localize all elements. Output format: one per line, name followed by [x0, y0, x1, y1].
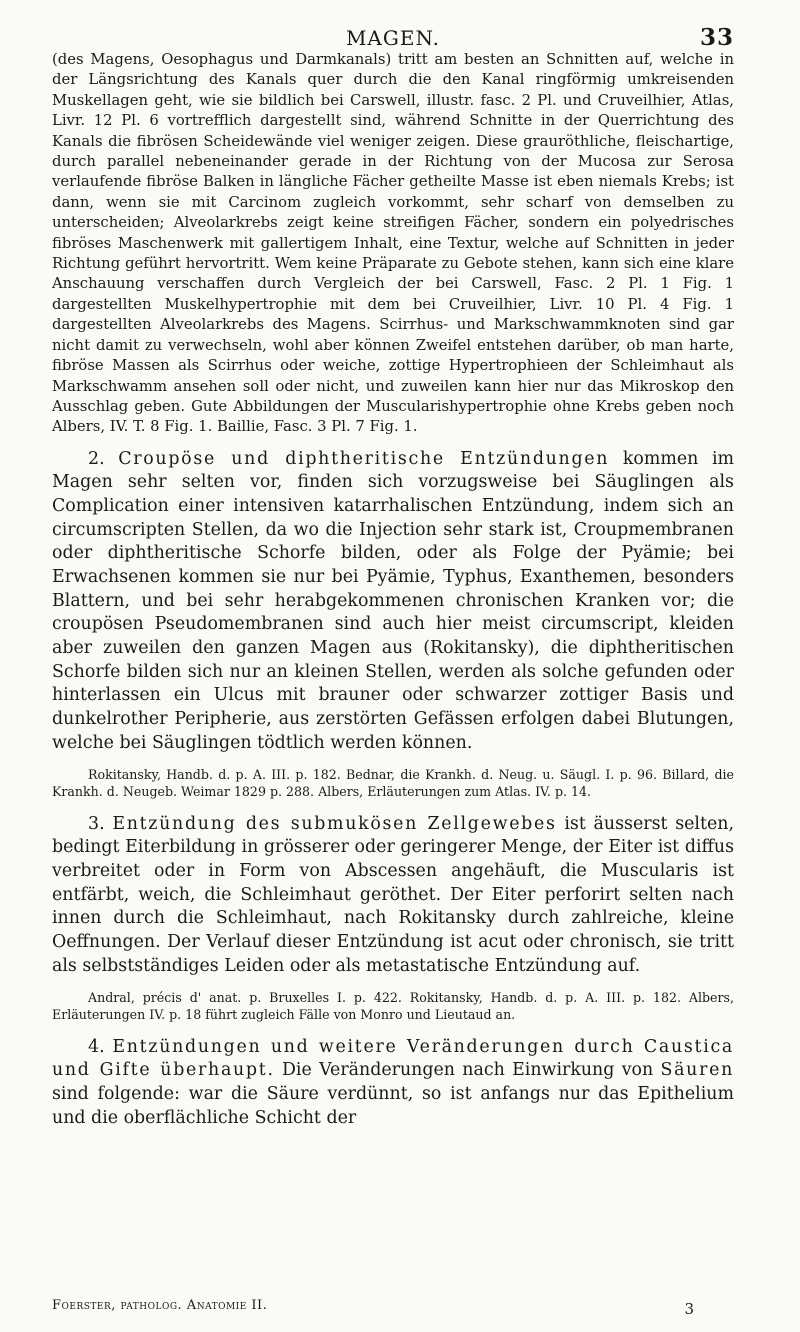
footer-author: Foerster, patholog. Anatomie II. — [52, 1298, 268, 1313]
section-3-text: ist äusserst selten, bedingt Eiterbildung in grösserer oder geringerer Menge, der Eiter ist diffus verbreitet oder in Form von Abscessen angehäuft, die Muscularis ist entfärbt, weich, die Schleimhaut geröthet. Der Eiter perforirt selten nach innen durch die Schleimhaut, nach Rokitansky durch zahlreiche, kleine Oeffnungen. Der Verlauf dieser Entzündung ist acut oder chronisch, sie tritt als selbstständiges Leiden oder als metastatische Entzündung auf. — [52, 813, 734, 976]
section-2-number: 2. — [88, 448, 105, 469]
section-croupous-inflammation — [52, 448, 734, 756]
section-2-heading: Croupöse und diphtheritische Entzündungen — [118, 448, 610, 469]
section-3-number: 3. — [88, 813, 105, 834]
section-4-number: 4. — [88, 1036, 105, 1057]
section-3-heading: Entzündung des submukösen Zellgewebes — [112, 813, 557, 834]
footnote-section-2: Rokitansky, Handb. d. p. A. III. p. 182. Bednar, die Krankh. d. Neug. u. Säugl. I. p. 96. Billard, die Krankh. d. Neugeb. Weimar 1829 p. 288. Albers, Erläuterungen zum Atlas. IV. p. 14. — [52, 767, 734, 800]
section-2-text: kommen im Magen sehr selten vor, finden sich vorzugsweise bei Säuglingen als Complication einer intensiven katarrhalischen Entzündung, indem sich an circumscripten Stellen, da wo die Injection sehr stark ist, Croupmembranen oder diphtheritische Schorfe bilden, oder als Folge der Pyämie; bei Erwachsenen kommen sie nur bei Pyämie, Typhus, Exanthemen, besonders Blattern, und bei sehr herabgekommenen chronischen Kranken vor; die croupösen Pseudomembranen sind auch hier meist circumscript, kleiden aber zuweilen den ganzen Magen aus (Rokitansky), die diphtheritischen Schorfe bilden sich nur an kleinen Stellen, werden als solche gefunden oder hinterlassen ein Ulcus mit brauner oder schwarzer zottiger Basis und dunkelrother Peripherie, aus zerstörten Gefässen erfolgen dabei Blutungen, welche bei Säuglingen tödtlich werden können. — [52, 448, 734, 753]
section-4-text-start: Die Veränderungen nach Einwirkung von — [281, 1060, 654, 1081]
footnote-section-3: Andral, précis d' anat. p. Bruxelles I. p. 422. Rokitansky, Handb. d. p. A. III. p. 182. Albers, Erläuterungen IV. p. 18 führt zugleich Fälle von Monro und Lieutaud an. — [52, 990, 734, 1022]
signature-mark: 3 — [684, 1300, 694, 1318]
paragraph-muscle-hypertrophy: (des Magens, Oesophagus und Darmkanals) tritt am besten an Schnitten auf, welche in der Längsrichtung des Kanals quer durch die den Kanal ringförmig umkreisenden Muskellagen geht, wie sie bildlich bei Carswell, illustr. fasc. 2 Pl. und Cruveilhier, Atlas, Livr. 12 Pl. 6 vortrefflich dargestellt sind, während Schnitte in der Querrichtung des Kanals die fibrösen Scheidewände viel weniger zeigen. Diese grauröthliche, fleischartige, durch parallel nebeneinander gerade in der Richtung von der Mucosa zur Serosa verlaufende fibröse Balken in längliche Fächer getheilte Masse ist eben niemals Krebs; ist dann, wenn sie mit Carcinom zugleich vorkommt, sehr scharf von demselben zu unterscheiden; Alveolarkrebs zeigt keine streifigen Fächer, sondern ein polyedrisches fibröses Maschenwerk mit gallertigem Inhalt, eine Textur, welche auf Schnitten in jeder Richtung geführt hervortritt. Wem keine Präparate zu Gebote stehen, kann sich eine klare Anschauung verschaffen durch Vergleich der bei Carswell, Fasc. 2 Pl. 1 Fig. 1 dargestellten Muskelhypertrophie mit dem bei Cruveilhier, Livr. 10 Pl. 4 Fig. 1 dargestellten Alveolarkrebs des Magens. Scirrhus- und Markschwammknoten sind gar nicht damit zu verwechseln, wohl aber können Zweifel entstehen darüber, ob man harte, fibröse Massen als Scirrhus oder weiche, zottige Hypertrophieen der Schleimhaut als Markschwamm ansehen soll oder nicht, und zuweilen kann hier nur das Mikroskop den Ausschlag geben. Gute Abbildungen der Muscularishypertrophie ohne Krebs geben noch Albers, IV. T. 8 Fig. 1. Baillie, Fasc. 3 Pl. 7 Fig. 1. — [52, 51, 734, 436]
section-caustics — [52, 1036, 734, 1131]
page-number: 33 — [699, 24, 734, 51]
section-4-text-end: sind folgende: war die Säure verdünnt, so ist anfangs nur das Epithelium und die oberflächliche Schicht der — [52, 1083, 734, 1128]
running-head — [52, 26, 734, 56]
running-title: MAGEN. — [345, 26, 441, 50]
section-4-heading: Entzündungen und weitere Veränderungen durch Caustica und Gifte überhaupt. — [52, 1036, 734, 1081]
section-submucous-inflammation — [52, 813, 734, 979]
page-footer — [52, 1298, 734, 1322]
section-4-spaced-word: Säuren — [660, 1060, 734, 1081]
